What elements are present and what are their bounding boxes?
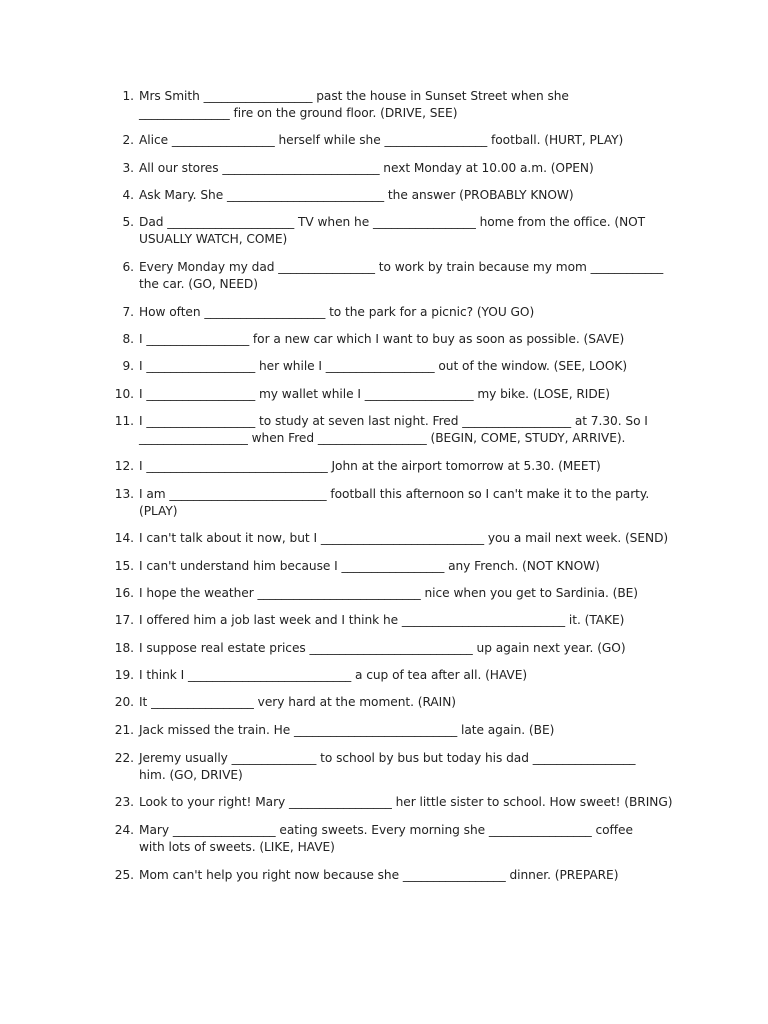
exercise-text-line: Mrs Smith __________________ past the house in Sunset Street when she <box>139 89 569 103</box>
exercise-text-line: him. (GO, DRIVE) <box>139 768 243 782</box>
exercise-number: 10. <box>114 387 134 401</box>
exercise-item <box>110 331 680 348</box>
exercise-item <box>110 794 680 811</box>
exercise-text-line: I offered him a job last week and I think he ___________________________ it. (TAKE) <box>139 613 625 627</box>
exercise-item <box>110 640 680 657</box>
exercise-item <box>110 458 680 475</box>
exercise-item <box>110 88 680 122</box>
exercise-text-line: I can't understand him because I _________________ any French. (NOT KNOW) <box>139 559 600 573</box>
exercise-item <box>110 486 680 520</box>
exercise-text-line: I think I ___________________________ a cup of tea after all. (HAVE) <box>139 668 528 682</box>
exercise-number: 9. <box>122 359 134 373</box>
exercise-number: 6. <box>122 260 134 274</box>
exercise-number: 8. <box>122 332 134 346</box>
exercise-text-line: How often ____________________ to the park for a picnic? (YOU GO) <box>139 305 535 319</box>
exercise-text-line: Jack missed the train. He ___________________________ late again. (BE) <box>139 723 555 737</box>
exercise-item <box>110 214 680 248</box>
exercise-text-line: with lots of sweets. (LIKE, HAVE) <box>139 840 335 854</box>
exercise-number: 7. <box>122 305 134 319</box>
exercise-text-line: the car. (GO, NEED) <box>139 277 258 291</box>
exercise-number: 20. <box>114 695 134 709</box>
exercise-number: 23. <box>114 795 134 809</box>
exercise-text-line: I suppose real estate prices ___________________________ up again next year. (GO) <box>139 641 626 655</box>
exercise-item <box>110 160 680 177</box>
exercise-text-line: Alice _________________ herself while she _________________ football. (HURT, PLAY) <box>139 133 624 147</box>
exercise-number: 21. <box>114 723 134 737</box>
exercise-item <box>110 304 680 321</box>
exercise-text-line: I hope the weather ___________________________ nice when you get to Sardinia. (BE) <box>139 586 639 600</box>
exercise-number: 14. <box>114 531 134 545</box>
exercise-number: 3. <box>122 161 134 175</box>
exercise-text-line: (PLAY) <box>139 504 178 518</box>
exercise-text-line: It _________________ very hard at the moment. (RAIN) <box>139 695 457 709</box>
exercise-number: 17. <box>114 613 134 627</box>
exercise-number: 13. <box>114 487 134 501</box>
exercise-item <box>110 358 680 375</box>
exercise-text-line: I __________________ my wallet while I __________________ my bike. (LOSE, RIDE) <box>139 387 611 401</box>
exercise-item <box>110 822 680 856</box>
exercise-text-line: Mom can't help you right now because she _________________ dinner. (PREPARE) <box>139 868 619 882</box>
exercise-text-line: I ______________________________ John at the airport tomorrow at 5.30. (MEET) <box>139 459 601 473</box>
exercise-text-line: All our stores __________________________ next Monday at 10.00 a.m. (OPEN) <box>139 161 594 175</box>
exercise-item <box>110 530 680 547</box>
exercise-item <box>110 667 680 684</box>
exercise-item <box>110 867 680 884</box>
exercise-item <box>110 413 680 447</box>
exercise-text-line: Mary _________________ eating sweets. Every morning she _________________ coffee <box>139 823 633 837</box>
exercise-text-line: __________________ when Fred __________________ (BEGIN, COME, STUDY, ARRIVE). <box>139 431 626 445</box>
exercise-item <box>110 612 680 629</box>
exercise-text-line: I _________________ for a new car which I want to buy as soon as possible. (SAVE) <box>139 332 625 346</box>
exercise-item <box>110 132 680 149</box>
exercise-number: 5. <box>122 215 134 229</box>
exercise-text-line: Jeremy usually ______________ to school by bus but today his dad _________________ <box>139 751 636 765</box>
exercise-item <box>110 386 680 403</box>
exercise-text-line: Dad _____________________ TV when he _________________ home from the office. (NOT <box>139 215 646 229</box>
exercise-item <box>110 694 680 711</box>
exercise-number: 24. <box>114 823 134 837</box>
exercise-item <box>110 187 680 204</box>
exercise-text-line: Ask Mary. She __________________________ the answer (PROBABLY KNOW) <box>139 188 574 202</box>
exercise-text-line: USUALLY WATCH, COME) <box>139 232 288 246</box>
exercise-item <box>110 558 680 575</box>
exercise-item <box>110 585 680 602</box>
exercise-text-line: Look to your right! Mary _________________ her little sister to school. How sweet! (BRING) <box>139 795 673 809</box>
exercise-number: 15. <box>114 559 134 573</box>
exercise-number: 19. <box>114 668 134 682</box>
exercise-number: 11. <box>114 414 134 428</box>
exercise-text-line: I can't talk about it now, but I ___________________________ you a mail next week. (SEND) <box>139 531 669 545</box>
exercise-number: 2. <box>122 133 134 147</box>
exercise-text-line: I __________________ to study at seven last night. Fred __________________ at 7.30. So I <box>139 414 648 428</box>
exercise-text-line: Every Monday my dad ________________ to work by train because my mom ____________ <box>139 260 664 274</box>
exercise-item <box>110 259 680 293</box>
exercise-text-line: I __________________ her while I __________________ out of the window. (SEE, LOOK) <box>139 359 628 373</box>
exercise-number: 22. <box>114 751 134 765</box>
exercise-number: 4. <box>122 188 134 202</box>
exercise-number: 16. <box>114 586 134 600</box>
exercise-number: 25. <box>114 868 134 882</box>
exercise-number: 1. <box>122 89 134 103</box>
exercise-item <box>110 722 680 739</box>
exercise-text-line: I am __________________________ football this afternoon so I can't make it to the party. <box>139 487 650 501</box>
exercise-text-line: _______________ fire on the ground floor. (DRIVE, SEE) <box>139 106 458 120</box>
exercise-number: 18. <box>114 641 134 655</box>
exercise-item <box>110 750 680 784</box>
exercise-number: 12. <box>114 459 134 473</box>
